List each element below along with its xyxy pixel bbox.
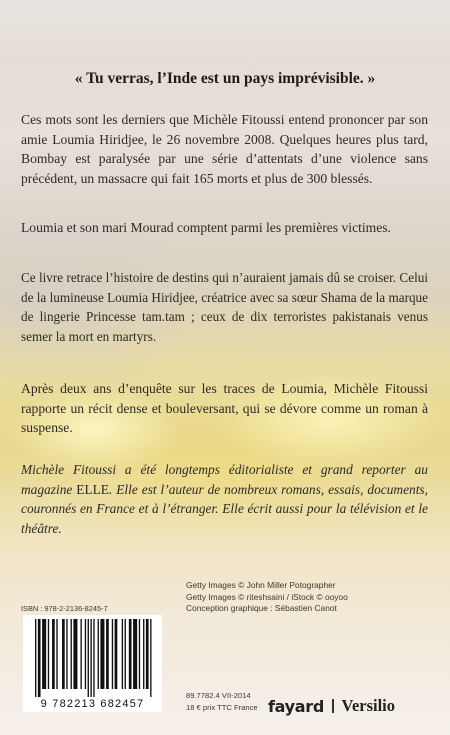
- barcode-bar: [38, 619, 41, 697]
- barcode-bar: [62, 619, 65, 689]
- blurb-paragraph-1: Ces mots sont les derniers que Michèle Fitoussi entend prononcer par son amie Loumia Hiridjee, le 26 novembre 2008. Quelques heures plus tard, Bombay est paralysée par une série d’attentats d’une violence sans précédent, un massacre qui fait 165 morts et plus de 300 blessés.: [21, 112, 428, 186]
- credit-line-2: Getty Images © riteshsaini / iStock © ooyoo: [186, 591, 348, 602]
- barcode-bar: [80, 619, 81, 689]
- magazine-name: ELLE: [76, 481, 109, 497]
- barcode: [23, 615, 162, 712]
- barcode-bar: [122, 619, 123, 689]
- barcode-bar: [56, 619, 57, 689]
- barcode-bar: [90, 619, 91, 697]
- barcode-bar: [133, 619, 137, 689]
- barcode-bar: [129, 619, 132, 689]
- publisher-logos: [268, 694, 395, 718]
- reference-code: 89.7782.4 VII-2014: [186, 691, 251, 700]
- barcode-bar: [146, 619, 149, 689]
- barcode-bar: [35, 619, 36, 697]
- price-block: [186, 690, 258, 714]
- barcode-number: 9 782213 682457: [40, 698, 145, 710]
- barcode-bar: [115, 619, 118, 689]
- isbn-label: ISBN : 978-2-2136-8245-7: [21, 604, 108, 613]
- barcode-bar: [71, 619, 72, 689]
- fayard-logo: fayard: [268, 696, 325, 716]
- barcode-bar: [52, 619, 55, 689]
- barcode-bar: [139, 619, 140, 689]
- credit-line-1: Getty Images © John Miller Potographer: [186, 580, 336, 590]
- author-bio-text-2: . Elle est l’auteur de nombreux romans, essais, documents, couronnés en France et à l’étranger. Elle écrit aussi pour la télévision et le théâtre.: [21, 481, 428, 536]
- logo-separator: [332, 699, 334, 713]
- blurb-paragraph-4: Après deux ans d’enquête sur les traces de Loumia, Michèle Fitoussi rapporte un récit dense et bouleversant, qui se dévore comme un roman à suspense.: [21, 381, 428, 435]
- versilio-logo: Versilio: [341, 696, 396, 715]
- barcode-bar: [100, 619, 104, 689]
- author-bio: [21, 460, 428, 538]
- barcode-bar: [150, 619, 151, 697]
- barcode-bar: [125, 619, 126, 689]
- blurb-paragraph-3: Ce livre retrace l’histoire de destins qui n’auraient jamais dû se croiser. Celui de la lumineuse Loumia Hiridjee, créatrice avec sa sœur Shama de la marque de lingerie Princesse tam.tam ; ceux de dix terroristes pakistanais venus semer la mort en martyrs.: [21, 270, 428, 344]
- barcode-bar: [73, 619, 77, 689]
- image-credits: [186, 580, 348, 615]
- cover-quote: « Tu verras, l’Inde est un pays imprévisible. »: [74, 70, 376, 87]
- barcode-bar: [48, 619, 49, 689]
- barcode-bar: [66, 619, 67, 689]
- barcode-bar: [93, 619, 94, 697]
- barcode-bars: [35, 619, 156, 697]
- barcode-bar: [42, 619, 46, 689]
- barcode-bar: [106, 619, 109, 689]
- barcode-bar: [143, 619, 144, 689]
- barcode-bar: [98, 619, 99, 689]
- blurb-paragraph-2: Loumia et son mari Mourad comptent parmi les premières victimes.: [21, 220, 391, 235]
- barcode-bar: [85, 619, 86, 689]
- author-bio-text-1: Michèle Fitoussi a été longtemps éditorialiste et grand reporter au magazine: [21, 462, 428, 497]
- barcode-bar: [88, 619, 89, 697]
- price-label: 18 € prix TTC France: [186, 703, 258, 712]
- barcode-bar: [112, 619, 113, 689]
- credit-line-3: Conception graphique : Sébastien Canot: [186, 603, 337, 613]
